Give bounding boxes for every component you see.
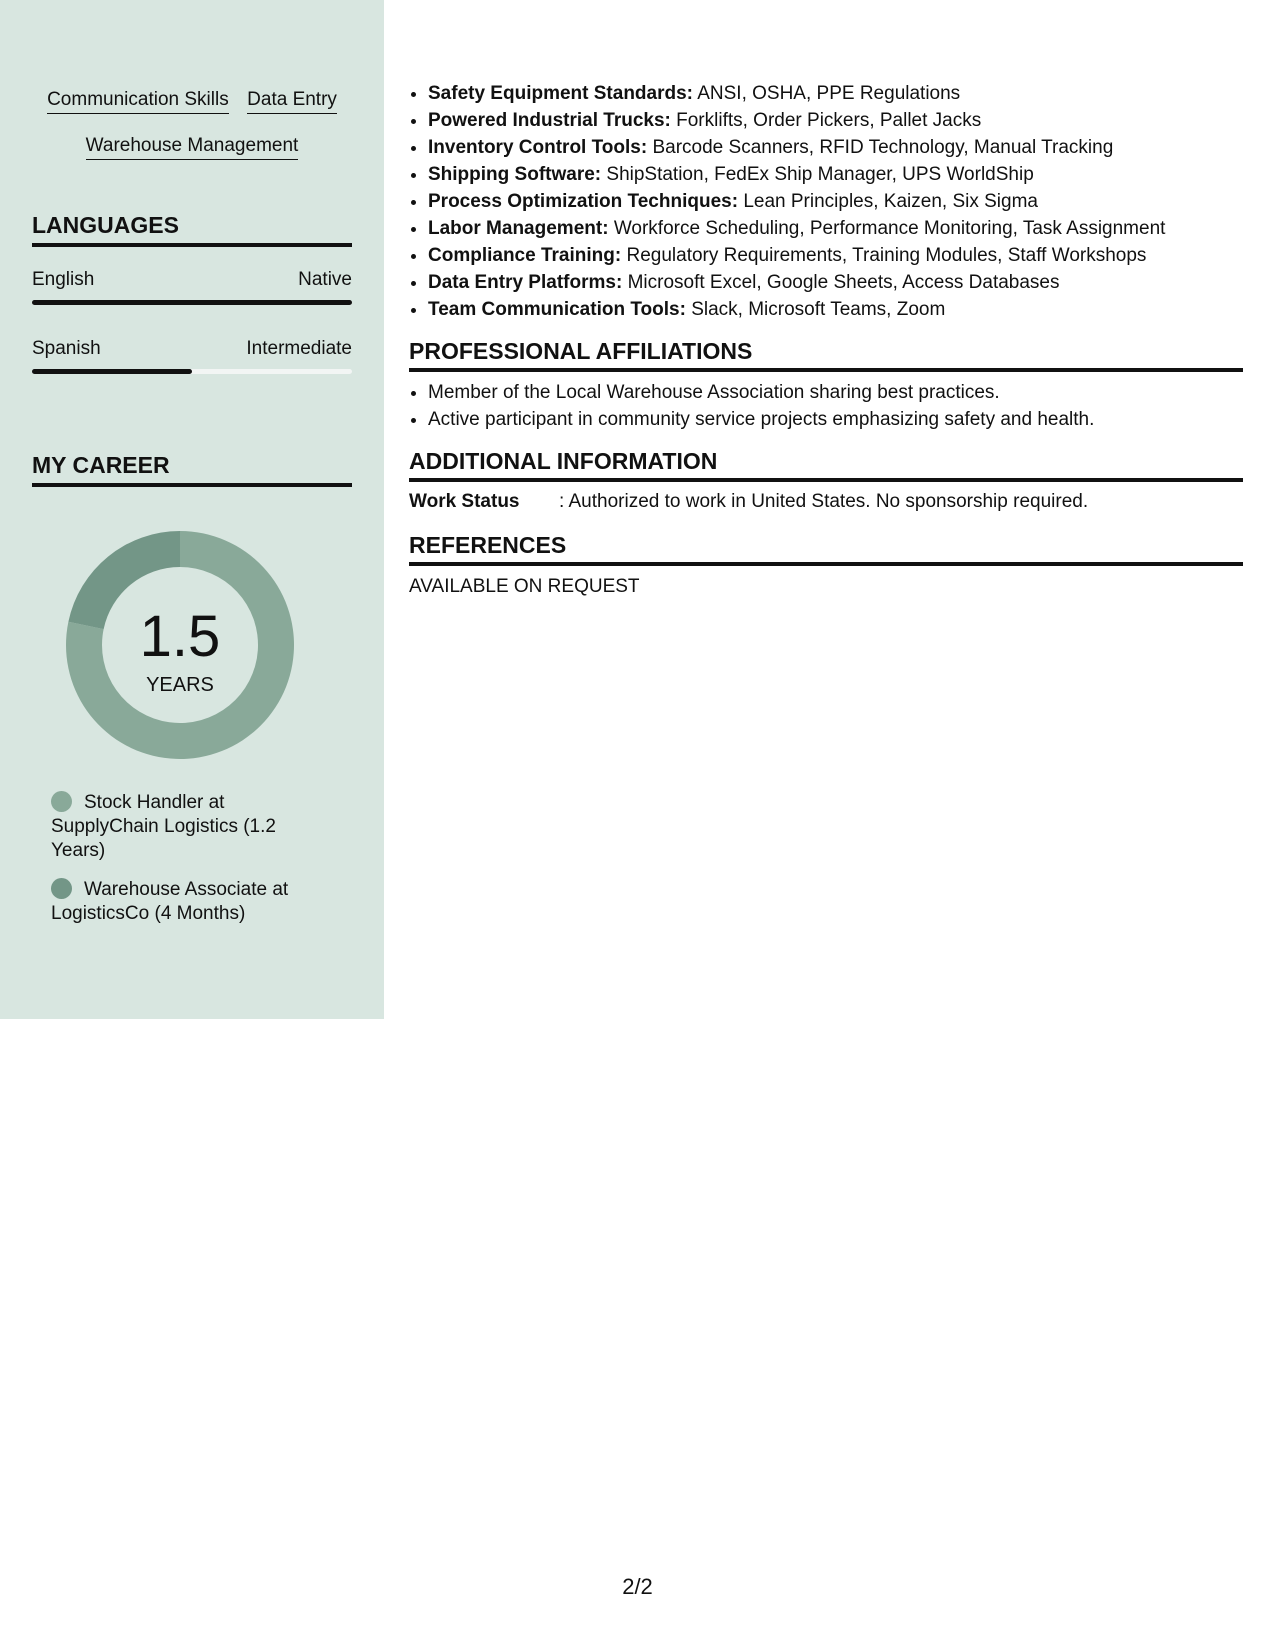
tool-label: Process Optimization Techniques: xyxy=(428,191,739,212)
tool-value: Barcode Scanners, RFID Technology, Manual Tracking xyxy=(652,137,1114,158)
list-item xyxy=(428,107,1243,134)
career-item-label: Stock Handler at SupplyChain Logistics (1.2 Years) xyxy=(51,792,276,861)
tool-value: Regulatory Requirements, Training Modules, Staff Workshops xyxy=(626,245,1147,266)
language-name: Spanish xyxy=(32,338,101,359)
career-legend-item xyxy=(51,878,311,926)
legend-dot xyxy=(51,791,72,812)
tool-label: Labor Management: xyxy=(428,218,609,239)
language-row-spanish xyxy=(32,337,352,361)
tool-value: Microsoft Excel, Google Sheets, Access Databases xyxy=(627,272,1060,293)
tool-value: Forklifts, Order Pickers, Pallet Jacks xyxy=(676,110,982,131)
tools-list xyxy=(409,80,1243,323)
language-level: Intermediate xyxy=(246,338,352,359)
references-heading: REFERENCES xyxy=(409,531,1243,566)
language-bar-english xyxy=(32,300,352,305)
main-content xyxy=(409,80,1243,599)
language-name: English xyxy=(32,269,95,290)
affiliations-list xyxy=(409,379,1243,433)
skill-tag: Data Entry xyxy=(247,88,337,114)
language-bar-fill xyxy=(32,369,192,374)
language-level: Native xyxy=(298,269,352,290)
tool-label: Shipping Software: xyxy=(428,164,602,185)
list-item xyxy=(428,296,1243,323)
list-item xyxy=(428,134,1243,161)
tool-label: Powered Industrial Trucks: xyxy=(428,110,671,131)
tool-label: Compliance Training: xyxy=(428,245,622,266)
references-text: AVAILABLE ON REQUEST xyxy=(409,576,640,597)
list-item xyxy=(428,242,1243,269)
affiliations-heading: PROFESSIONAL AFFILIATIONS xyxy=(409,337,1243,372)
tool-value: ANSI, OSHA, PPE Regulations xyxy=(697,83,961,104)
additional-info-heading: ADDITIONAL INFORMATION xyxy=(409,447,1243,482)
tool-label: Data Entry Platforms: xyxy=(428,272,623,293)
career-total: 1.5 xyxy=(139,604,221,669)
career-heading: MY CAREER xyxy=(32,451,352,487)
list-item xyxy=(428,269,1243,296)
language-row-english xyxy=(32,268,352,292)
tool-value: Lean Principles, Kaizen, Six Sigma xyxy=(743,191,1038,212)
list-item xyxy=(428,80,1243,107)
legend-dot xyxy=(51,878,72,899)
page-number: 2/2 xyxy=(622,1574,653,1599)
career-donut xyxy=(66,531,294,759)
skill-tag: Warehouse Management xyxy=(86,134,299,160)
skills-list xyxy=(32,88,352,180)
tool-value: ShipStation, FedEx Ship Manager, UPS WorldShip xyxy=(606,164,1034,185)
languages-heading: LANGUAGES xyxy=(32,211,352,247)
list-item: • Active participant in community service projects emphasizing safety and health. xyxy=(428,406,1243,433)
list-item xyxy=(428,161,1243,188)
career-unit: YEARS xyxy=(146,674,214,696)
career-item-label: Warehouse Associate at LogisticsCo (4 Months) xyxy=(51,879,289,924)
language-bar-spanish xyxy=(32,369,352,374)
tool-label: Inventory Control Tools: xyxy=(428,137,648,158)
work-status-value: : Authorized to work in United States. No sponsorship required. xyxy=(559,491,1089,512)
tool-value: Workforce Scheduling, Performance Monitoring, Task Assignment xyxy=(613,218,1166,239)
skill-tag: Communication Skills xyxy=(47,88,229,114)
career-legend-item xyxy=(51,791,311,863)
work-status-row xyxy=(409,490,1243,514)
tool-label: Safety Equipment Standards: xyxy=(428,83,693,104)
sidebar xyxy=(0,0,384,1019)
tool-label: Team Communication Tools: xyxy=(428,299,686,320)
work-status-label: Work Status xyxy=(409,491,520,512)
language-bar-fill xyxy=(32,300,352,305)
tool-value: Slack, Microsoft Teams, Zoom xyxy=(691,299,946,320)
career-donut-center xyxy=(66,531,294,759)
list-item: • Member of the Local Warehouse Association sharing best practices. xyxy=(428,379,1243,406)
list-item xyxy=(428,188,1243,215)
list-item xyxy=(428,215,1243,242)
